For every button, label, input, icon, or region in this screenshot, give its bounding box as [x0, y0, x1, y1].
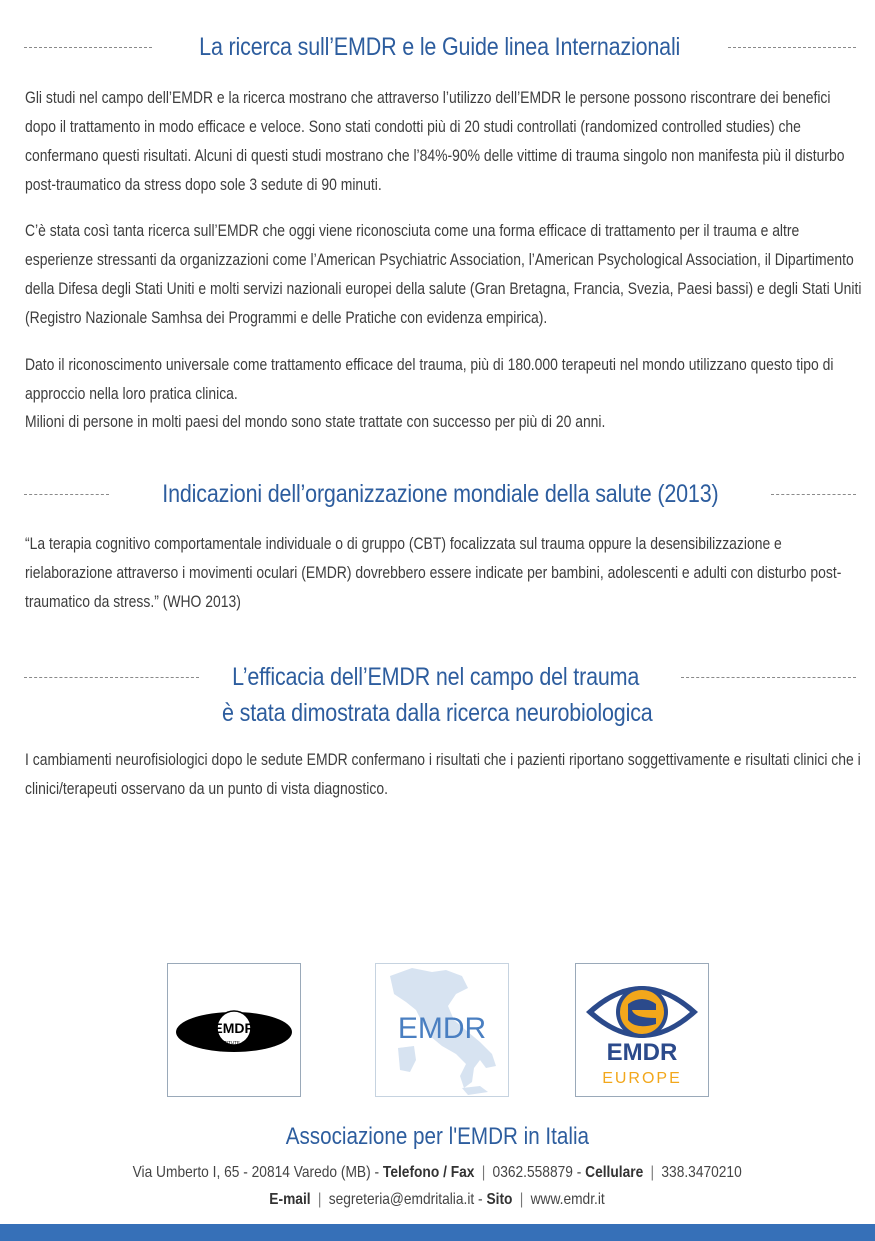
emdr-institute-logo-icon: [168, 964, 300, 1096]
footer-title-text: Associazione per l'EMDR in Italia: [285, 1123, 590, 1150]
footer-contact-line-1: Via Umberto I, 65 - 20814 Varedo (MB) - Telefono / Fax | 0362.558879 - Cellulare | 338.3470210: [132, 1164, 743, 1181]
paragraph-recognition: C’è stata così tanta ricerca sull’EMDR che oggi viene riconosciuta come una forma efficace di trattamento per il trauma e altre esperienze stressanti da organizzazioni come l’American Psychiatric Association, l’American Psychological Association, il Dipartimento della Difesa degli Stati Uniti e molti servizi nazionali europei della salute (Gran Bretagna, Francia, Svezia, Paesi bassi) e degli Stati Uniti (Registro Nazionale Samhsa dei Programmi e delle Pratiche con evidenza empirica).: [25, 222, 862, 327]
footer-phone-label: Telefono / Fax: [383, 1164, 475, 1181]
dashed-rule: [24, 677, 199, 678]
footer-mobile-label: Cellulare: [585, 1164, 644, 1181]
logo-emdr-italia: [375, 963, 509, 1097]
logo-italia-text: EMDR: [397, 1012, 487, 1045]
section-heading-research: [24, 32, 856, 62]
footer-site-link[interactable]: www.emdr.it: [531, 1191, 606, 1208]
dashed-rule: [771, 494, 856, 495]
section-heading-neuro: [24, 662, 856, 692]
footer-email-label: E-mail: [269, 1191, 312, 1208]
heading-who-title: Indicazioni dell’organizzazione mondiale della salute (2013): [161, 480, 719, 508]
footer-phone-value[interactable]: 0362.558879: [492, 1164, 574, 1181]
logo-europe-text: EMDR: [606, 1039, 678, 1066]
heading-neuro-line2-wrap: [0, 698, 875, 728]
heading-neuro-title-line2: è stata dimostrata dalla ricerca neurobiologica: [222, 699, 653, 727]
logo-emdr-institute: [167, 963, 301, 1097]
logo-institute-sub: INSTITUTE, INC.: [216, 1040, 252, 1045]
section-heading-who: [24, 479, 856, 509]
footer-association-title: [0, 1122, 875, 1152]
emdr-europe-logo-icon: [576, 964, 708, 1096]
dashed-rule: [24, 494, 109, 495]
logo-institute-text: EMDR: [213, 1020, 255, 1036]
paragraph-therapists: Dato il riconoscimento universale come trattamento efficace del trauma, più di 180.000 terapeuti nel mondo utilizzano questo tipo di approccio nella loro pratica clinica.: [25, 356, 834, 403]
paragraph-studies: Gli studi nel campo dell’EMDR e la ricerca mostrano che attraverso l’utilizzo dell’EMDR le persone possono riscontrare dei benefici dopo il trattamento in modo efficace e veloce. Sono stati condotti più di 20 studi controllati (randomized controlled studies) che confermano questi risultati. Alcuni di questi studi mostrano che l’84%-90% delle vittime di trauma singolo non manifesta più il disturbo post-traumatico da stress dopo sole 3 sedute di 90 minuti.: [25, 89, 845, 194]
paragraph-millions: Milioni di persone in molti paesi del mondo sono state trattate con successo per più di 20 anni.: [25, 413, 606, 431]
footer-contact-line-2: E-mail | segreteria@emdritalia.it - Sito | www.emdr.it: [269, 1191, 606, 1208]
logo-emdr-europe: [575, 963, 709, 1097]
dashed-rule: [681, 677, 856, 678]
bottom-accent-bar: [0, 1224, 875, 1241]
dashed-rule: [24, 47, 152, 48]
logo-europe-sub: EUROPE: [602, 1070, 682, 1087]
footer-site-label: Sito: [486, 1191, 513, 1208]
footer-mobile-value[interactable]: 338.3470210: [661, 1164, 743, 1181]
paragraph-who-quote: “La terapia cognitivo comportamentale individuale o di gruppo (CBT) focalizzata sul trauma oppure la desensibilizzazione e rielaborazione attraverso i movimenti oculari (EMDR) dovrebbero essere indicate per bambini, adolescenti e adulti con disturbo post-traumatico da stress.” (WHO 2013): [25, 535, 842, 611]
heading-neuro-title-line1: L’efficacia dell’EMDR nel campo del trauma: [232, 663, 640, 691]
paragraph-neuro: I cambiamenti neurofisiologici dopo le sedute EMDR confermano i risultati che i pazienti riportano soggettivamente e risultati clinici che i clinici/terapeuti osservano da un punto di vista diagnostico.: [25, 751, 861, 798]
dashed-rule: [728, 47, 856, 48]
emdr-italia-map-icon: [376, 964, 508, 1096]
heading-research-title: La ricerca sull’EMDR e le Guide linea Internazionali: [199, 33, 681, 61]
footer-email-link[interactable]: segreteria@emdritalia.it: [329, 1191, 475, 1208]
footer-address: Via Umberto I, 65 - 20814 Varedo (MB) -: [132, 1164, 380, 1181]
